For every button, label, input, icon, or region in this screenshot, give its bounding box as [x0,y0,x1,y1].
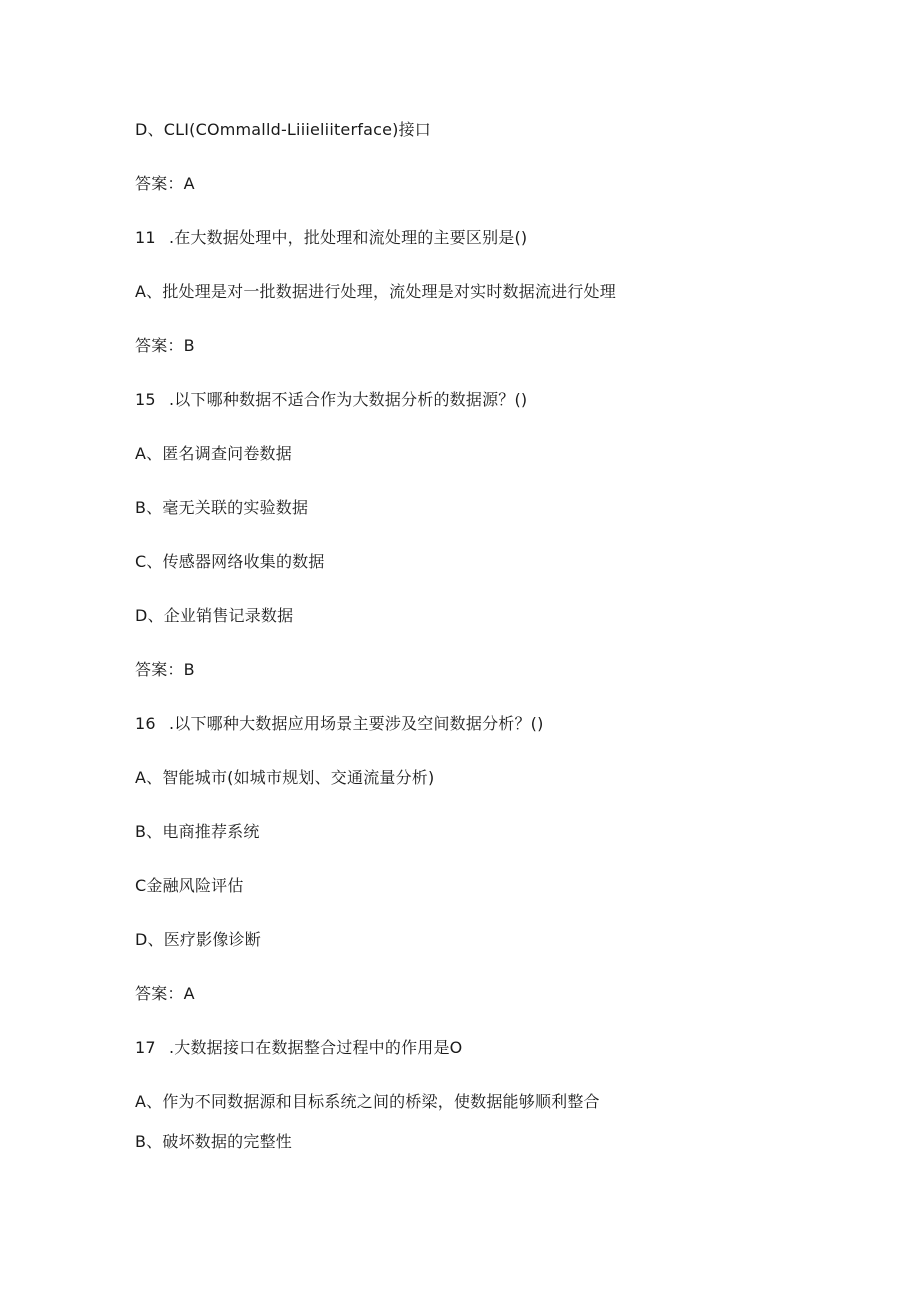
question-number: 11 [135,228,156,247]
option-a: A、智能城市(如城市规划、交通流量分析) [135,768,435,787]
answer-line: 答案：A [135,984,195,1003]
option-c: C金融风险评估 [135,876,244,895]
option-d: D、医疗影像诊断 [135,930,261,949]
option-b: B、毫无关联的实验数据 [135,498,309,517]
answer-line: 答案：B [135,660,195,679]
option-a: A、作为不同数据源和目标系统之间的桥梁，使数据能够顺利整合 [135,1092,600,1111]
option-a: A、匿名调查问卷数据 [135,444,292,463]
question-17 [135,1038,462,1058]
question-text: .在大数据处理中，批处理和流处理的主要区别是() [169,228,528,247]
question-16 [135,714,544,734]
question-11 [135,228,527,248]
question-number: 16 [135,714,156,733]
question-text: .以下哪种大数据应用场景主要涉及空间数据分析？() [169,714,544,733]
option-c: C、传感器网络收集的数据 [135,552,325,571]
question-number: 15 [135,390,156,409]
answer-line: 答案：B [135,336,195,355]
option-b: B、电商推荐系统 [135,822,260,841]
question-15 [135,390,527,410]
question-number: 17 [135,1038,156,1057]
option-a: A、批处理是对一批数据进行处理，流处理是对实时数据流进行处理 [135,282,616,301]
option-d: D、企业销售记录数据 [135,606,294,625]
question-text: .大数据接口在数据整合过程中的作用是O [169,1038,463,1057]
option-b: B、破坏数据的完整性 [135,1132,292,1151]
question-text: .以下哪种数据不适合作为大数据分析的数据源？() [169,390,528,409]
option-d-cli: D、CLI(COmmalld-Liiieliiterface)接口 [135,120,431,139]
answer-line: 答案：A [135,174,195,193]
